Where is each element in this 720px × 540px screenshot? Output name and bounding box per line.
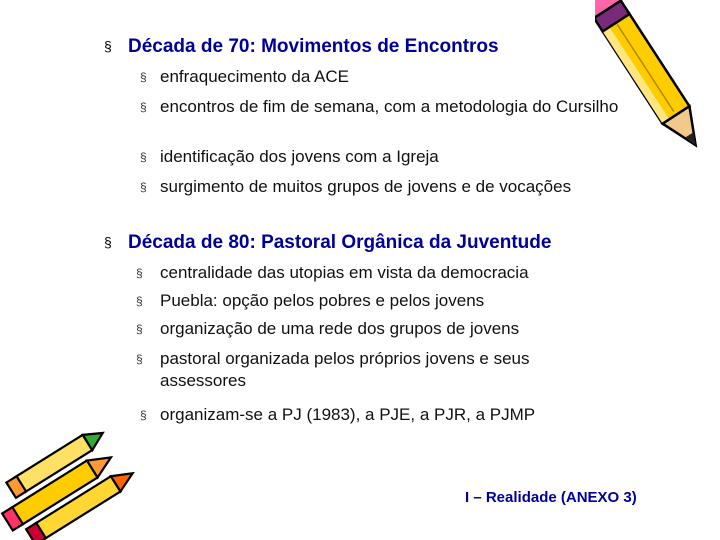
- list-item-text: identificação dos jovens com a Igreja: [160, 147, 439, 166]
- bullet-icon: §: [136, 294, 143, 308]
- section1-heading: [104, 36, 499, 58]
- list-item: [136, 262, 640, 284]
- list-item: [140, 66, 640, 88]
- list-item: [140, 176, 660, 198]
- bullet-icon: §: [104, 38, 112, 54]
- list-item: [140, 96, 630, 118]
- bullet-icon: §: [140, 408, 147, 422]
- list-item-text: enfraquecimento da ACE: [160, 67, 350, 86]
- list-item: [136, 348, 610, 392]
- footer-label: I – Realidade (ANEXO 3): [465, 489, 637, 506]
- list-item: [136, 318, 640, 340]
- bullet-icon: §: [104, 234, 112, 250]
- bullet-icon: §: [140, 70, 147, 84]
- section2-heading-text: Década de 80: Pastoral Orgânica da Juventude: [128, 232, 552, 253]
- bullet-icon: §: [136, 322, 143, 336]
- crayons-icon: [0, 430, 150, 540]
- bullet-icon: §: [136, 352, 143, 366]
- list-item-text: Puebla: opção pelos pobres e pelos jovens: [160, 291, 485, 310]
- bullet-icon: §: [140, 100, 147, 114]
- list-item: [136, 290, 640, 312]
- list-item-text: organização de uma rede dos grupos de jovens: [160, 319, 520, 338]
- list-item: [140, 404, 660, 426]
- section2-heading: [104, 232, 552, 254]
- list-item: [140, 146, 640, 168]
- bullet-icon: §: [140, 180, 147, 194]
- list-item-text: pastoral organizada pelos próprios jovens e seus assessores: [160, 349, 530, 390]
- list-item-text: encontros de fim de semana, com a metodologia do Cursilho: [160, 97, 619, 116]
- list-item-text: centralidade das utopias em vista da democracia: [160, 263, 529, 282]
- list-item-text: surgimento de muitos grupos de jovens e de vocações: [160, 177, 572, 196]
- bullet-icon: §: [136, 266, 143, 280]
- list-item-text: organizam-se a PJ (1983), a PJE, a PJR, a PJMP: [160, 405, 536, 424]
- section1-heading-text: Década de 70: Movimentos de Encontros: [128, 36, 499, 57]
- bullet-icon: §: [140, 150, 147, 164]
